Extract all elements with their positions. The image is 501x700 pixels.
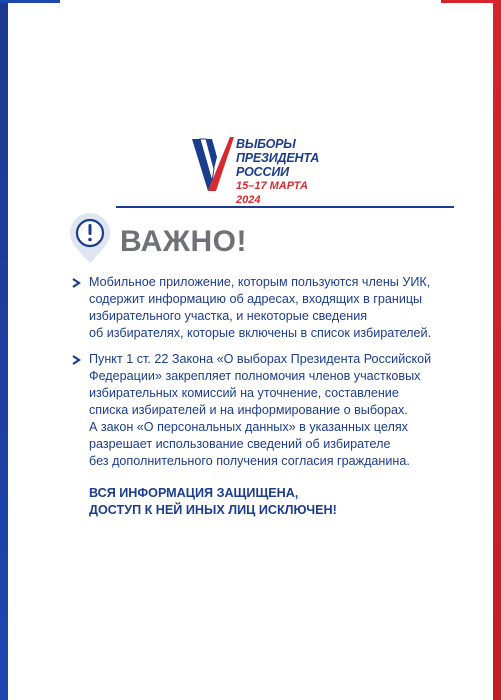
bullet-line: списка избирателей и на информирование о выборах. xyxy=(89,403,408,417)
exclamation-pin-icon xyxy=(66,213,114,265)
bullet-line: содержит информацию об адресах, входящих в границы xyxy=(89,292,423,306)
logo-line-2: ПРЕЗИДЕНТА xyxy=(236,151,320,165)
chevron-right-icon xyxy=(72,355,81,365)
top-left-accent xyxy=(0,0,60,3)
bullet-line: Федерации» закрепляет полномочия членов участковых xyxy=(89,369,421,383)
body-content xyxy=(72,274,472,519)
bullet-line: А закон «О персональных данных» в указанных целях xyxy=(89,420,408,434)
left-blue-stripe xyxy=(0,0,8,700)
notice-line: ВСЯ ИНФОРМАЦИЯ ЗАЩИЩЕНА, xyxy=(89,486,299,500)
bullet-line: об избирателях, которые включены в список избирателей. xyxy=(89,326,432,340)
bullet-line: разрешает использование сведений об избирателе xyxy=(89,437,391,451)
bullet-line: Мобильное приложение, которым пользуются члены УИК, xyxy=(89,275,431,289)
page-title: ВАЖНО! xyxy=(120,225,247,258)
bullet-line: избирательного участка, и некоторые сведения xyxy=(89,309,368,323)
header-divider xyxy=(116,206,454,208)
bullet-line: без дополнительного получения согласия гражданина. xyxy=(89,454,410,468)
notice-line: ДОСТУП К НЕЙ ИНЫХ ЛИЦ ИСКЛЮЧЕН! xyxy=(89,503,337,517)
logo-text xyxy=(236,137,330,207)
chevron-right-icon xyxy=(72,278,81,288)
bullet-line: Пункт 1 ст. 22 Закона «О выборах Президента Российской xyxy=(89,352,432,366)
bullet-line: избирательных комиссий на уточнение, составление xyxy=(89,386,399,400)
right-red-stripe xyxy=(493,0,501,700)
top-right-accent xyxy=(441,0,501,3)
logo-line-1: ВЫБОРЫ xyxy=(236,137,296,151)
logo-date: 15–17 МАРТА 2024 xyxy=(236,180,308,206)
tricolor-v-icon xyxy=(190,135,236,193)
bullet-item xyxy=(72,351,472,470)
election-logo xyxy=(190,135,330,206)
logo-line-3: РОССИИ xyxy=(236,165,289,179)
security-notice xyxy=(72,485,472,519)
bullet-item xyxy=(72,274,472,342)
